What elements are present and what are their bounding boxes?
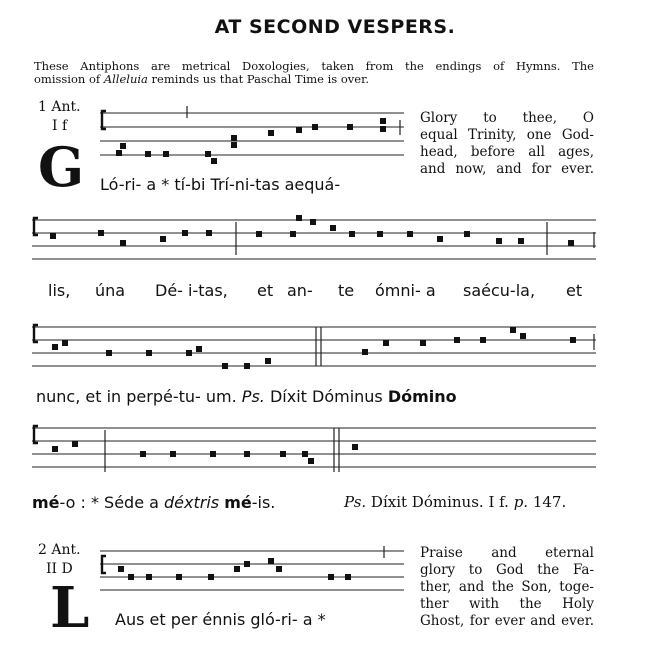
- lyric-syllable: te: [338, 281, 355, 300]
- translation-line: equal Trinity, one God-: [420, 127, 594, 143]
- translation-line: ther with the Holy: [420, 596, 594, 612]
- translation-line: Praise and eternal: [420, 545, 594, 561]
- antiphon-1-number: 1 Ant.: [38, 99, 81, 115]
- translation-line: head, before all ages,: [420, 144, 594, 160]
- translation-line: Ghost, for ever and ever.: [420, 613, 594, 629]
- page-title: AT SECOND VESPERS.: [214, 16, 456, 38]
- lyric-syllable: an-: [287, 281, 313, 300]
- antiphon-1-mode: I f: [52, 118, 68, 134]
- alleluia-word: Alleluia: [103, 72, 148, 86]
- lyric-syllable: lis,: [48, 281, 71, 300]
- psalm-reference: Ps. Díxit Dóminus. I f. p. 147.: [344, 493, 567, 511]
- lyric-syllable: Dé- i-tas,: [155, 281, 228, 300]
- lyric-syllable: et: [257, 281, 274, 300]
- translation-line: glory to God the Fa-: [420, 562, 594, 578]
- intro-line-1: These Antiphons are metrical Doxologies, taken from the endings of Hymns. The: [34, 59, 594, 73]
- translation-line: Glory to thee, O: [420, 110, 594, 126]
- antiphon-2-initial: L: [50, 575, 90, 641]
- lyric-syllable: saécu-la,: [463, 281, 536, 300]
- translation-line: and now, and for ever.: [420, 161, 594, 177]
- translation-line: ther, and the Son, toge-: [420, 579, 594, 595]
- lyric-syllable: úna: [95, 281, 126, 300]
- antiphon-2-lyrics-row-1: Aus et per énnis gló-ri- a *: [115, 610, 326, 629]
- antiphon-1-lyrics-row-3: nunc, et in perpé-tu- um. Ps. Díxit Dóminus Dómino: [36, 387, 457, 406]
- antiphon-2-number: 2 Ant.: [38, 542, 81, 558]
- dextris-word: déxtris: [164, 493, 220, 512]
- antiphon-1-lyrics-row-4: mé-o : * Séde a déxtris mé-is.: [32, 493, 276, 512]
- lyric-syllable: ómni- a: [375, 281, 436, 300]
- antiphon-2-translation: [420, 545, 594, 630]
- antiphon-1-initial: G: [38, 135, 85, 199]
- intro-line-2: omission of Alleluia reminds us that Paschal Time is over.: [34, 72, 369, 86]
- antiphon-1-lyrics-row-1: Ló-ri- a * tí-bi Trí-ni-tas aequá-: [100, 175, 341, 194]
- psalm-abbrev: Ps.: [241, 387, 265, 406]
- lyric-syllable: et: [566, 281, 583, 300]
- antiphon-2-mode: II D: [46, 561, 73, 577]
